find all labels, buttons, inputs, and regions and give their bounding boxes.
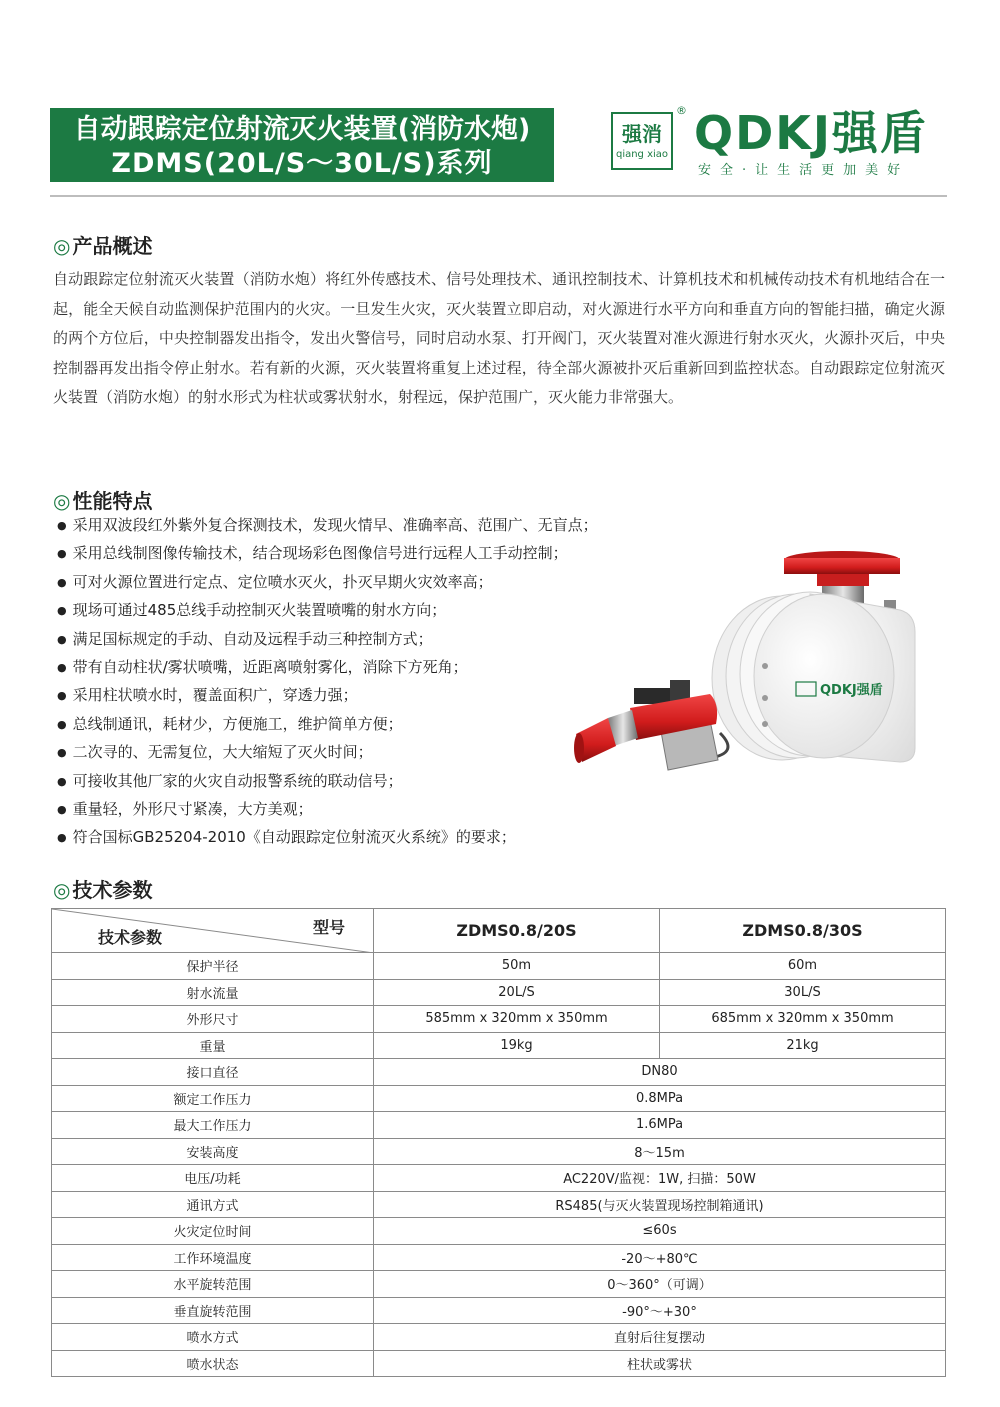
bullet-circle-icon: ◎ bbox=[53, 234, 71, 258]
list-item: ● 现场可通过485总线手动控制灭火装置喷嘴的射水方向； bbox=[57, 597, 598, 625]
brand-logo: QDKJ强盾 bbox=[694, 106, 929, 160]
header-divider bbox=[50, 195, 947, 197]
param-name: 重量 bbox=[52, 1032, 374, 1059]
registered-mark: ® bbox=[676, 104, 687, 117]
list-item: ● 带有自动柱状/雾状喷嘴，近距离喷射雾化，消除下方死角； bbox=[57, 654, 598, 682]
list-item: ● 满足国标规定的手动、自动及远程手动三种控制方式； bbox=[57, 626, 598, 654]
table-row bbox=[52, 1271, 946, 1298]
header-model-label: 型号 bbox=[312, 918, 345, 937]
param-value: -20～+80℃ bbox=[374, 1244, 946, 1271]
param-name: 喷水状态 bbox=[52, 1350, 374, 1377]
overview-text: 自动跟踪定位射流灭火装置（消防水炮）将红外传感技术、信号处理技术、通讯控制技术、计算机技术和机械传动技术有机地结合在一起，能全天候自动监测保护范围内的火灾。一旦发生火灾，灭火装置立即启动，对火源进行水平方向和垂直方向的智能扫描，确定火源的两个方位后，中央控制器发出指令，发出火警信号，同时启动水泵、打开阀门，灭火装置对准火源进行射水灭火，火源扑灭后，中央控制器再发出指令停止射水。若有新的火源，灭火装置将重复上述过程，待全部火源被扑灭后重新回到监控状态。自动跟踪定位射流灭火装置（消防水炮）的射水形式为柱状或雾状射水，射程远，保护范围广，灭火能力非常强大。 bbox=[53, 270, 945, 406]
param-value: 50m bbox=[374, 953, 660, 980]
list-item: ● 采用柱状喷水时，覆盖面积广，穿透力强； bbox=[57, 682, 598, 710]
table-row bbox=[52, 1059, 946, 1086]
table-row bbox=[52, 1191, 946, 1218]
param-name: 电压/功耗 bbox=[52, 1165, 374, 1192]
table-row bbox=[52, 1085, 946, 1112]
param-value: 柱状或雾状 bbox=[374, 1350, 946, 1377]
param-name: 水平旋转范围 bbox=[52, 1271, 374, 1298]
param-value: 8～15m bbox=[374, 1138, 946, 1165]
param-name: 外形尺寸 bbox=[52, 1006, 374, 1033]
specs-heading: ◎ 技术参数 bbox=[53, 878, 153, 902]
list-item: ● 采用总线制图像传输技术，结合现场彩色图像信号进行远程人工手动控制； bbox=[57, 540, 598, 568]
brand-mark bbox=[611, 112, 673, 170]
param-value: 21kg bbox=[660, 1032, 946, 1059]
param-value: 1.6MPa bbox=[374, 1112, 946, 1139]
product-logo: QDKJ强盾 bbox=[820, 683, 883, 698]
list-item: ● 可对火源位置进行定点、定位喷水灭火，扑灭早期火灾效率高； bbox=[57, 569, 598, 597]
param-name: 额定工作压力 bbox=[52, 1085, 374, 1112]
spec-table bbox=[51, 908, 946, 1377]
header-param-label: 技术参数 bbox=[98, 928, 163, 947]
table-row bbox=[52, 1324, 946, 1351]
body-disc bbox=[754, 594, 894, 758]
list-item: ● 采用双波段红外紫外复合探测技术，发现火情早、准确率高、范围广、无盲点； bbox=[57, 512, 598, 540]
page-subtitle: ZDMS(20L/S～30L/S)系列 bbox=[111, 148, 493, 179]
table-row bbox=[52, 1350, 946, 1377]
param-value: RS485(与灭火装置现场控制箱通讯) bbox=[374, 1191, 946, 1218]
screw bbox=[762, 663, 768, 669]
param-value: 0～360°（可调） bbox=[374, 1271, 946, 1298]
param-name: 安装高度 bbox=[52, 1138, 374, 1165]
param-value: DN80 bbox=[374, 1059, 946, 1086]
nozzle-opening bbox=[574, 733, 584, 763]
table-row bbox=[52, 1006, 946, 1033]
param-name: 接口直径 bbox=[52, 1059, 374, 1086]
list-item: ● 二次寻的、无需复位，大大缩短了灭火时间； bbox=[57, 739, 598, 767]
param-value: 0.8MPa bbox=[374, 1085, 946, 1112]
table-row bbox=[52, 1165, 946, 1192]
param-name: 最大工作压力 bbox=[52, 1112, 374, 1139]
table-row bbox=[52, 1112, 946, 1139]
param-value: 19kg bbox=[374, 1032, 660, 1059]
bullet-circle-icon: ◎ bbox=[53, 878, 71, 902]
param-name: 喷水方式 bbox=[52, 1324, 374, 1351]
param-value: ≤60s bbox=[374, 1218, 946, 1245]
table-row bbox=[52, 1032, 946, 1059]
bullet-circle-icon: ◎ bbox=[53, 489, 71, 513]
model-header: ZDMS0.8/30S bbox=[660, 909, 946, 953]
page-title: 自动跟踪定位射流灭火装置(消防水炮) bbox=[73, 114, 531, 145]
screw bbox=[762, 721, 768, 727]
param-name: 火灾定位时间 bbox=[52, 1218, 374, 1245]
list-item: ● 重量轻，外形尺寸紧凑，大方美观； bbox=[57, 796, 598, 824]
table-row bbox=[52, 1244, 946, 1271]
table-row bbox=[52, 1297, 946, 1324]
param-value: AC220V/监视：1W, 扫描：50W bbox=[374, 1165, 946, 1192]
param-value: -90°～+30° bbox=[374, 1297, 946, 1324]
brand-pinyin: qiang xiao bbox=[615, 149, 669, 160]
screw bbox=[762, 695, 768, 701]
table-row bbox=[52, 953, 946, 980]
param-name: 射水流量 bbox=[52, 979, 374, 1006]
table-row bbox=[52, 979, 946, 1006]
list-item: ● 总线制通讯，耗材少，方便施工，维护简单方便； bbox=[57, 711, 598, 739]
flange-shape bbox=[784, 558, 900, 574]
param-name: 通讯方式 bbox=[52, 1191, 374, 1218]
overview-heading: ◎ 产品概述 bbox=[53, 234, 153, 258]
feature-list bbox=[57, 512, 598, 853]
param-value: 30L/S bbox=[660, 979, 946, 1006]
model-header: ZDMS0.8/20S bbox=[374, 909, 660, 953]
param-value: 585mm x 320mm x 350mm bbox=[374, 1006, 660, 1033]
param-name: 保护半径 bbox=[52, 953, 374, 980]
list-item: ● 符合国标GB25204-2010《自动跟踪定位射流灭火系统》的要求； bbox=[57, 824, 598, 852]
brand-slogan: 安全·让生活更加美好 bbox=[698, 163, 910, 178]
param-value: 直射后往复摆动 bbox=[374, 1324, 946, 1351]
table-row bbox=[52, 1138, 946, 1165]
param-value: 685mm x 320mm x 350mm bbox=[660, 1006, 946, 1033]
title-banner bbox=[50, 108, 554, 182]
table-header-row bbox=[52, 909, 946, 953]
param-name: 工作环境温度 bbox=[52, 1244, 374, 1271]
table-row bbox=[52, 1218, 946, 1245]
product-image bbox=[570, 548, 950, 798]
param-value: 60m bbox=[660, 953, 946, 980]
header-corner-cell bbox=[52, 909, 374, 953]
features-heading: ◎ 性能特点 bbox=[53, 489, 153, 513]
flange-shape bbox=[817, 574, 869, 586]
param-value: 20L/S bbox=[374, 979, 660, 1006]
list-item: ● 可接收其他厂家的火灾自动报警系统的联动信号； bbox=[57, 768, 598, 796]
param-name: 垂直旋转范围 bbox=[52, 1297, 374, 1324]
brand-cn: 强消 bbox=[622, 122, 662, 146]
